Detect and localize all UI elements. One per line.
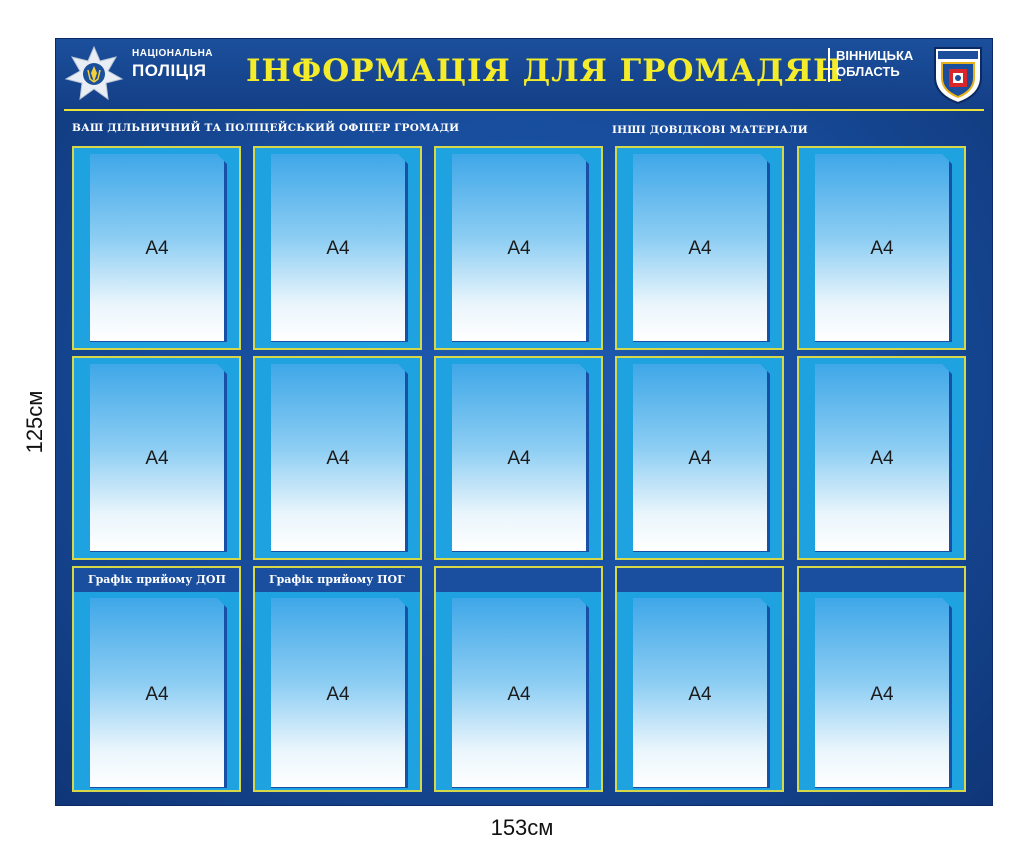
- pocket-label: А4: [145, 238, 169, 259]
- pocket-cell: [615, 146, 784, 350]
- a4-pocket: [633, 364, 770, 552]
- a4-pocket: [90, 364, 227, 552]
- a4-pocket: [90, 598, 227, 788]
- police-logo-small: НАЦІОНАЛЬНА: [132, 48, 214, 59]
- pocket-cell: [615, 356, 784, 560]
- pocket-cell: [72, 146, 241, 350]
- pocket-cell: [72, 356, 241, 560]
- pocket-label: А4: [507, 238, 531, 259]
- police-logo-text: [132, 49, 213, 79]
- board-title: ІНФОРМАЦІЯ ДЛЯ ГРОМАДЯН: [246, 53, 844, 89]
- section-label-left: ВАШ ДІЛЬНИЧНИЙ ТА ПОЛІЦЕЙСЬКИЙ ОФІЦЕР ГРОМАДИ: [72, 122, 460, 134]
- header-divider: [64, 109, 984, 111]
- a4-pocket: [815, 154, 952, 342]
- pocket-header-bar: [799, 568, 964, 592]
- pocket-cell: [797, 356, 966, 560]
- a4-pocket: [90, 154, 227, 342]
- pocket-cell: [434, 146, 603, 350]
- police-star-icon: [64, 45, 124, 101]
- pocket-header-bar: Графік прийому ДОП: [74, 568, 239, 592]
- pocket-label: А4: [326, 238, 350, 259]
- a4-pocket: [815, 364, 952, 552]
- pocket-cell: [253, 356, 422, 560]
- pocket-label: А4: [145, 448, 169, 469]
- pocket-label: А4: [326, 684, 350, 705]
- section-label-right: ІНШІ ДОВІДКОВІ МАТЕРІАЛИ: [612, 124, 808, 136]
- pocket-label: А4: [507, 448, 531, 469]
- pocket-label: А4: [688, 684, 712, 705]
- info-board: [55, 38, 993, 806]
- pocket-label: А4: [870, 448, 894, 469]
- region-line-2: ОБЛАСТЬ: [836, 64, 900, 79]
- pocket-label: А4: [145, 684, 169, 705]
- a4-pocket: [452, 364, 589, 552]
- pocket-label: А4: [688, 238, 712, 259]
- a4-pocket: [815, 598, 952, 788]
- a4-pocket: [633, 154, 770, 342]
- a4-pocket: [271, 598, 408, 788]
- pocket-header-bar: Графік прийому ПОГ: [255, 568, 420, 592]
- pocket-cell: [253, 566, 422, 792]
- pocket-cell: [253, 146, 422, 350]
- pocket-cell: [72, 566, 241, 792]
- pocket-header-bar: [617, 568, 782, 592]
- region-label: [828, 48, 913, 82]
- a4-pocket: [271, 364, 408, 552]
- pocket-label: А4: [326, 448, 350, 469]
- a4-pocket: [633, 598, 770, 788]
- height-dimension: 125см: [22, 390, 47, 454]
- a4-pocket: [452, 598, 589, 788]
- region-line-1: ВІННИЦЬКА: [836, 48, 914, 63]
- pocket-header-bar: [436, 568, 601, 592]
- pocket-cell: [434, 356, 603, 560]
- pocket-cell: [434, 566, 603, 792]
- pocket-label: А4: [870, 684, 894, 705]
- pocket-label: А4: [688, 448, 712, 469]
- pocket-cell: [797, 146, 966, 350]
- a4-pocket: [452, 154, 589, 342]
- a4-pocket: [271, 154, 408, 342]
- width-dimension: 153см: [490, 815, 554, 840]
- pocket-label: А4: [507, 684, 531, 705]
- shield-icon: [932, 45, 984, 105]
- pocket-cell: [797, 566, 966, 792]
- police-logo-big: ПОЛІЦІЯ: [132, 61, 207, 80]
- pocket-label: А4: [870, 238, 894, 259]
- pocket-cell: [615, 566, 784, 792]
- board-header: [56, 39, 992, 109]
